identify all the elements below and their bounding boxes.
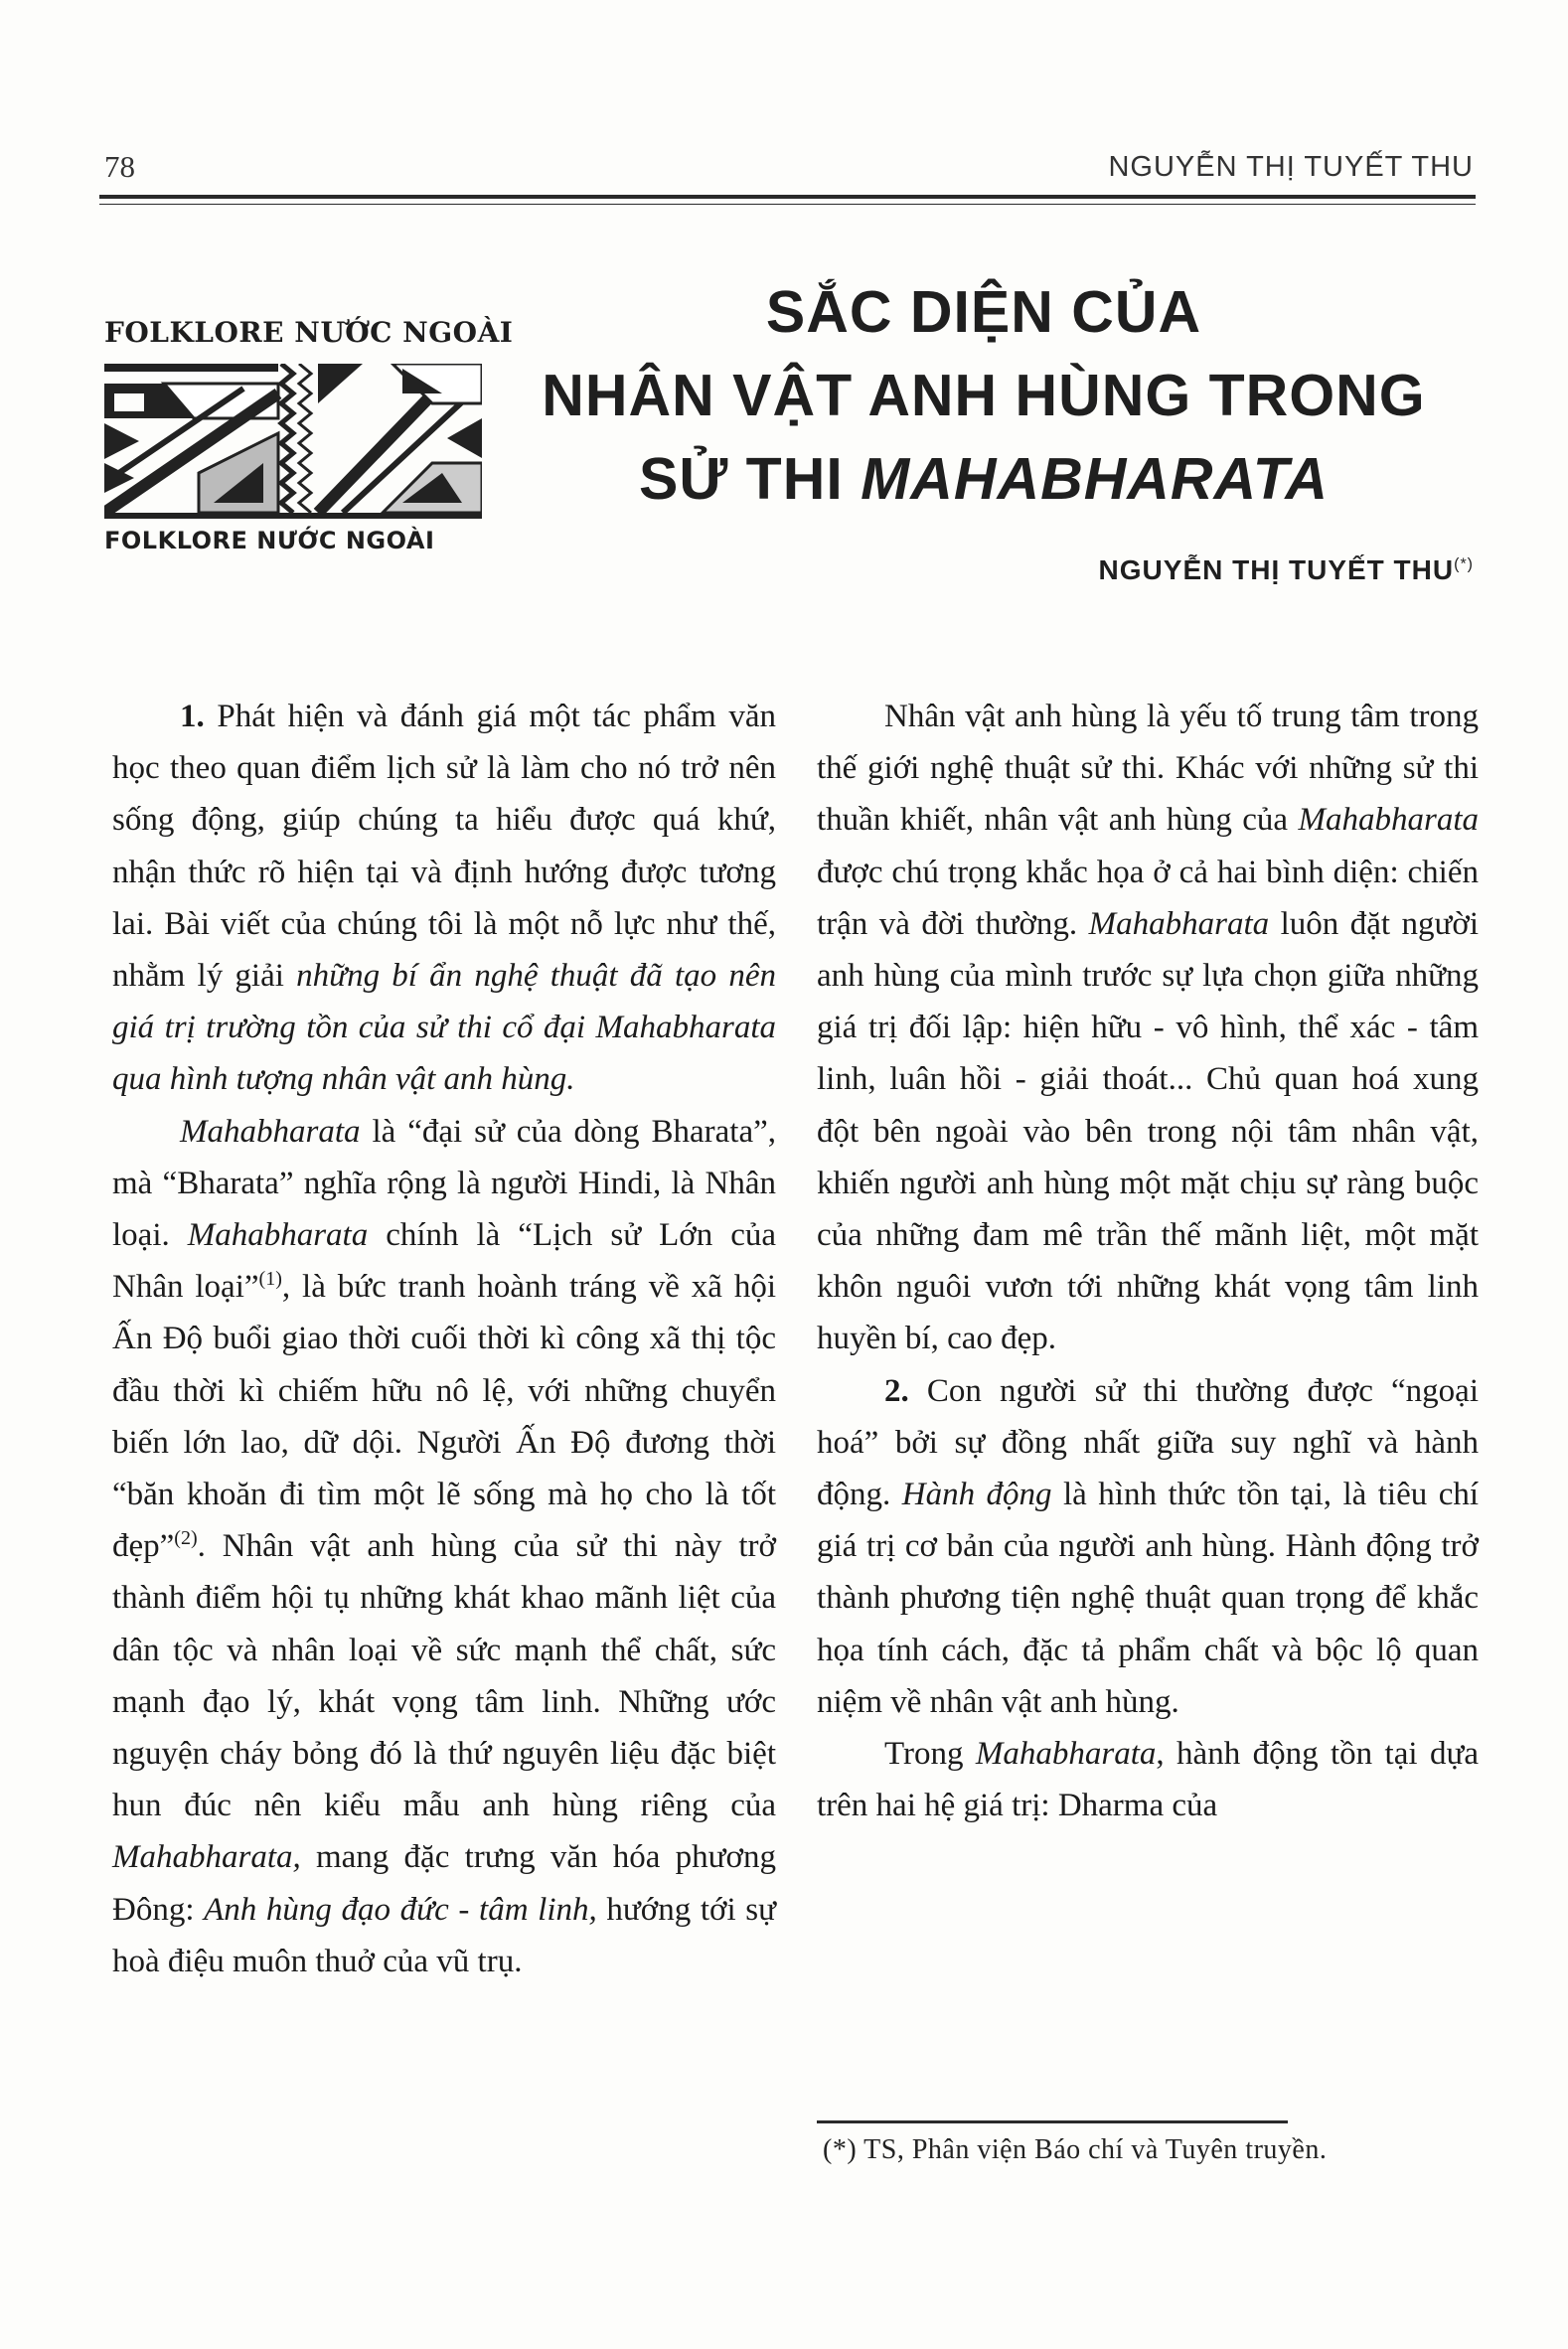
left-column xyxy=(112,691,776,1987)
logo-top-text: FOLKLORE NƯỚC NGOÀI xyxy=(104,316,514,349)
byline-footnote-mark: (*) xyxy=(1454,555,1474,573)
section-logo xyxy=(104,316,514,564)
paragraph-text: là “đại sử của dòng Bharata”, mà “Bharata” nghĩa rộng là người Hindi, là Nhân loại. xyxy=(112,1113,776,1254)
title-line-3-prefix: SỬ THI xyxy=(638,446,862,512)
paragraph-text: Phát hiện và đánh giá một tác phẩm văn học theo quan điểm lịch sử là làm cho nó trở nên sống động, giúp chúng ta hiểu được quá khứ, nhận thức rõ hiện tại và định hướng được tương lai. Bài viết của chúng tôi là một nỗ lực như thế, nhằm lý giải xyxy=(112,699,776,995)
paragraph-text: luôn đặt người anh hùng của mình trước sự lựa chọn giữa những giá trị đối lập: hiện hữu - vô hình, thể xác - tâm linh, luân hồi - giải thoát... Chủ quan hoá xung đột bên ngoài vào bên trong nội tâm nhân vật, khiến người anh hùng một mặt chịu sự ràng buộc của những đam mê trần thế mãnh liệt, một mặt khôn nguôi vươn tới những khát vọng tâm linh huyền bí, cao đẹp. xyxy=(817,905,1479,1357)
paragraph-text: mang đặc trưng văn hóa phương Đông: xyxy=(112,1839,776,1928)
paragraph-text: được chú trọng khắc họa ở cả hai bình diện: chiến trận và đời thường. xyxy=(817,854,1479,942)
title-line-3-italic: MAHABHARATA xyxy=(861,446,1330,512)
paragraph xyxy=(817,691,1479,1365)
paragraph xyxy=(817,1365,1479,1728)
header-rule-thin xyxy=(99,204,1476,205)
paragraph-italic: Anh hùng đạo đức - tâm linh, xyxy=(204,1891,597,1928)
paragraph-text: , là bức tranh hoành tráng về xã hội Ấn Độ buổi giao thời cuối thời kì công xã thị tộc đầu thời kì chiếm hữu nô lệ, với những chuyển biến lớn lao, dữ dội. Người Ấn Độ đương thời “băn khoăn đi tìm một lẽ sống mà họ cho là tốt đẹp” xyxy=(112,1269,776,1565)
title-line-2: NHÂN VẬT ANH HÙNG TRONG xyxy=(542,363,1426,428)
paragraph-italic: Mahabharata xyxy=(1088,905,1270,942)
paragraph-italic: Mahabharata xyxy=(187,1217,369,1254)
footnote-rule xyxy=(817,2120,1288,2123)
paragraph-text: . Nhân vật anh hùng của sử thi này trở thành điểm hội tụ những khát khao mãnh liệt của dân tộc và nhân loại về sức mạnh thể chất, sức mạnh đạo lý, khát vọng tâm linh. Những ước nguyện cháy bỏng đó là thứ nguyên liệu đặc biệt hun đúc nên kiểu mẫu anh hùng riêng của xyxy=(112,1528,776,1824)
paragraph-italic: Mahabharata xyxy=(975,1736,1157,1773)
paragraph xyxy=(817,1728,1479,1831)
paragraph-text: chính là “Lịch sử Lớn của Nhân loại” xyxy=(112,1217,776,1306)
paragraph-text: Nhân vật anh hùng là yếu tố trung tâm trong thế giới nghệ thuật sử thi. Khác với những sử thi thuần khiết, nhân vật anh hùng của xyxy=(817,699,1479,839)
logo-bottom-text: FOLKLORE NƯỚC NGOÀI xyxy=(104,527,435,554)
paragraph-text: Con người sử thi thường được “ngoại hoá” bởi sự đồng nhất giữa suy nghĩ và hành động. xyxy=(817,1372,1479,1513)
paragraph-italic: Mahabharata xyxy=(180,1113,361,1150)
paragraph-italic: Mahabharata xyxy=(1298,802,1479,839)
running-header xyxy=(104,149,1474,201)
logo-pattern-graphic xyxy=(104,364,482,519)
right-column xyxy=(817,691,1479,1831)
byline-name: NGUYỄN THỊ TUYẾT THU xyxy=(1098,554,1455,585)
author-footnote: (*) TS, Phân viện Báo chí và Tuyên truyền. xyxy=(823,2134,1328,2165)
title-line-1: SẮC DIỆN CỦA xyxy=(765,279,1202,345)
paragraph-italic: Hành động xyxy=(901,1477,1052,1513)
header-rule-thick xyxy=(99,195,1476,199)
section-number: 1. xyxy=(180,699,205,734)
page-number: 78 xyxy=(104,149,135,184)
footnote-ref: (1) xyxy=(258,1268,282,1291)
paragraph-text: Trong xyxy=(884,1736,976,1773)
paragraph xyxy=(112,691,776,1106)
running-header-author: NGUYỄN THỊ TUYẾT THU xyxy=(1108,151,1474,183)
article-title xyxy=(497,270,1471,521)
paragraph-italic: Mahabharata, xyxy=(112,1839,301,1876)
paragraph-text: hướng tới sự hoà điệu muôn thuở của vũ trụ. xyxy=(112,1891,776,1979)
article-byline xyxy=(1099,554,1474,586)
paragraph-italic: những bí ẩn nghệ thuật đã tạo nên giá trị trường tồn của sử thi cổ đại Mahabharata qua hình tượng nhân vật anh hùng. xyxy=(112,958,777,1098)
paragraph-text: là hình thức tồn tại, là tiêu chí giá trị cơ bản của người anh hùng. Hành động trở thành phương tiện nghệ thuật quan trọng để khắc họa tính cách, đặc tả phẩm chất và bộc lộ quan niệm về nhân vật anh hùng. xyxy=(817,1477,1480,1720)
footnote-ref: (2) xyxy=(174,1527,198,1550)
paragraph-text: , hành động tồn tại dựa trên hai hệ giá trị: Dharma của xyxy=(817,1736,1479,1824)
paragraph xyxy=(112,1106,776,1987)
title-line-3 xyxy=(497,437,1471,521)
section-number: 2. xyxy=(884,1372,909,1409)
